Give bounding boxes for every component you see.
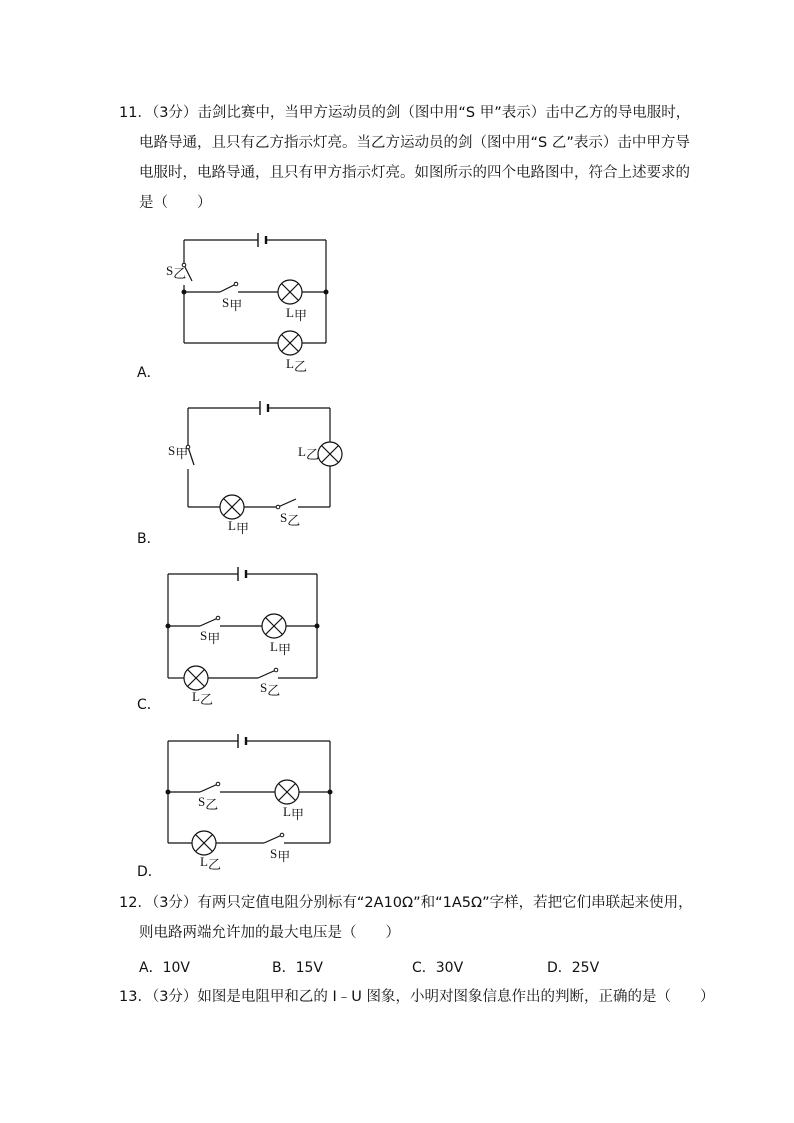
q12-line-1: 12．（3分）有两只定值电阻分别标有“2A10Ω”和“1A5Ω”字样，若把它们串联起来使用， bbox=[119, 895, 693, 911]
svg-text:L乙: L乙 bbox=[192, 689, 213, 707]
circuit-diagram-b bbox=[150, 393, 350, 543]
svg-text:L乙: L乙 bbox=[298, 444, 319, 462]
q12-choice-c[interactable]: C．30V bbox=[412, 960, 464, 976]
svg-text:S甲: S甲 bbox=[200, 628, 221, 646]
svg-text:L甲: L甲 bbox=[286, 305, 307, 323]
q11-line-1: 11．（3分）击剑比赛中，当甲方运动员的剑（图中用“S 甲”表示）击中乙方的导电服时， bbox=[119, 105, 691, 121]
svg-text:S乙: S乙 bbox=[280, 510, 301, 528]
svg-text:L甲: L甲 bbox=[228, 518, 249, 536]
svg-text:L甲: L甲 bbox=[270, 639, 291, 657]
q12-line-2: 则电路两端允许加的最大电压是（ ） bbox=[139, 925, 400, 941]
lamp-icon bbox=[220, 495, 244, 519]
lamp-icon bbox=[275, 780, 299, 804]
circuit-diagram-a bbox=[150, 225, 350, 375]
svg-text:S乙: S乙 bbox=[166, 263, 187, 281]
svg-text:L甲: L甲 bbox=[283, 804, 304, 822]
option-c-label: C． bbox=[137, 697, 161, 713]
svg-text:L乙: L乙 bbox=[286, 356, 307, 374]
svg-text:L乙: L乙 bbox=[200, 854, 221, 872]
q12-choice-d[interactable]: D．25V bbox=[547, 960, 600, 976]
lamp-icon bbox=[262, 614, 286, 638]
q12-choice-a[interactable]: A．10V bbox=[139, 960, 190, 976]
lamp-icon bbox=[278, 280, 302, 304]
svg-text:S乙: S乙 bbox=[198, 794, 219, 812]
question-12 bbox=[119, 888, 693, 948]
lamp-icon bbox=[192, 831, 216, 855]
question-13 bbox=[119, 982, 715, 1012]
q12-choices bbox=[139, 957, 659, 977]
option-d-label: D． bbox=[137, 864, 162, 880]
q11-line-3: 电服时，电路导通，且只有甲方指示灯亮。如图所示的四个电路图中，符合上述要求的 bbox=[139, 165, 690, 181]
svg-text:S甲: S甲 bbox=[222, 295, 243, 313]
svg-text:S甲: S甲 bbox=[168, 443, 189, 461]
q13-line-1: 13．（3分）如图是电阻甲和乙的 I﹣U 图象，小明对图象信息作出的判断，正确的是（ ） bbox=[119, 989, 715, 1005]
lamp-icon bbox=[278, 331, 302, 355]
option-b-label: B． bbox=[137, 531, 161, 547]
q12-choice-b[interactable]: B．15V bbox=[272, 960, 323, 976]
svg-text:S乙: S乙 bbox=[260, 680, 281, 698]
question-11 bbox=[119, 98, 690, 218]
lamp-icon bbox=[184, 666, 208, 690]
lamp-icon bbox=[318, 442, 342, 466]
option-a-label: A． bbox=[137, 365, 161, 381]
circuit-diagram-d bbox=[150, 727, 350, 877]
q11-line-2: 电路导通，且只有乙方指示灯亮。当乙方运动员的剑（图中用“S 乙”表示）击中甲方导 bbox=[139, 135, 690, 151]
q11-line-4: 是（ ） bbox=[139, 195, 212, 211]
circuit-diagram-c bbox=[150, 560, 350, 710]
svg-text:S甲: S甲 bbox=[270, 846, 291, 864]
